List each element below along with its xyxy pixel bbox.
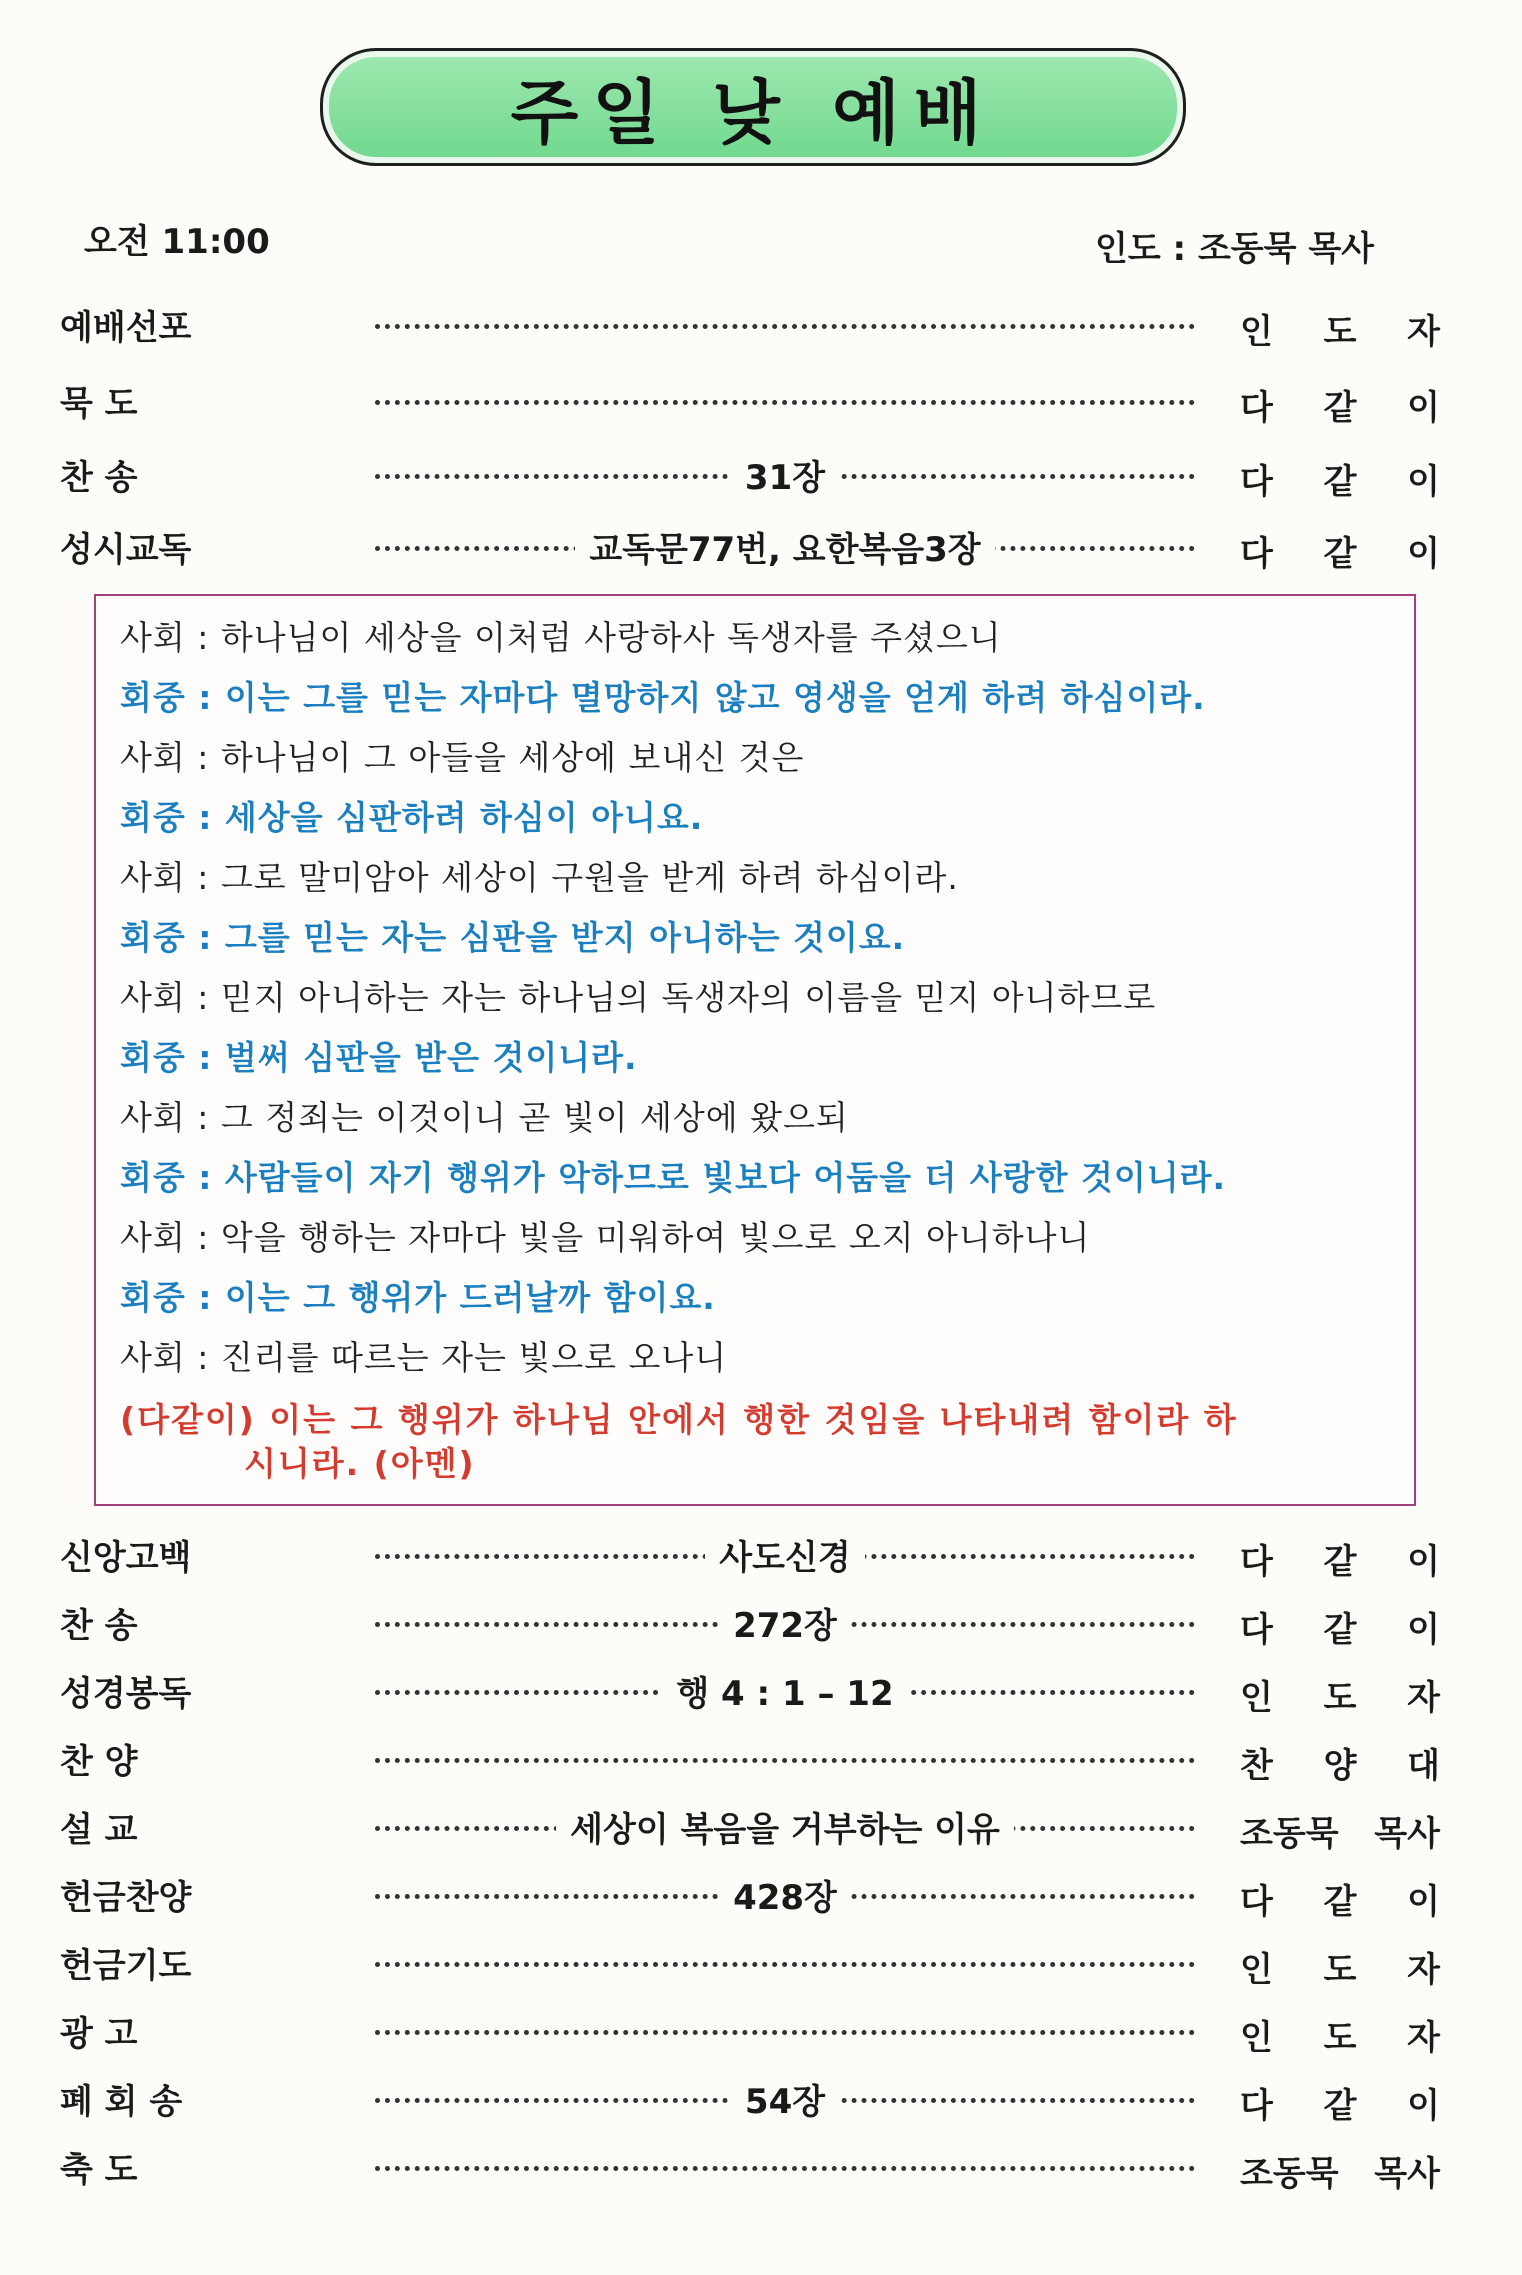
order-item-label: 성경봉독	[60, 1674, 192, 1714]
order-item-participant: 인 도 자	[1240, 312, 1440, 352]
order-item-detail: 54장	[731, 2082, 839, 2122]
order-item-participant: 다 같 이	[1240, 388, 1440, 428]
order-row	[60, 1938, 1440, 1994]
order-row	[60, 450, 1440, 506]
reading-line: 회중 : 벌써 심판을 받은 것이니라.	[120, 1038, 638, 1077]
reading-line: 사회 : 하나님이 그 아들을 세상에 보내신 것은	[120, 738, 805, 777]
order-item-label: 신앙고백	[60, 1538, 192, 1578]
order-item-detail: 272장	[719, 1606, 851, 1646]
order-row	[60, 1598, 1440, 1654]
dotted-leader	[375, 314, 1195, 329]
order-item-participant: 찬 양 대	[1240, 1746, 1440, 1786]
reading-line: 사회 : 악을 행하는 자마다 빛을 미워하여 빛으로 오지 아니하나니	[120, 1218, 1091, 1257]
order-item-label: 예배선포	[60, 308, 192, 348]
order-row	[60, 2142, 1440, 2198]
order-row	[60, 1734, 1440, 1790]
reading-line: 사회 : 진리를 따르는 자는 빛으로 오나니	[120, 1338, 728, 1377]
order-item-detail: 행 4 : 1 – 12	[662, 1674, 907, 1714]
order-item-detail: 교독문77번, 요한복음3장	[575, 530, 994, 570]
dotted-leader	[375, 1952, 1195, 1967]
reading-line: 회중 : 이는 그를 믿는 자마다 멸망하지 않고 영생을 얻게 하려 하심이라.	[120, 678, 1206, 717]
reading-line: 회중 : 세상을 심판하려 하심이 아니요.	[120, 798, 704, 837]
order-item-participant: 인 도 자	[1240, 1678, 1440, 1718]
order-row	[60, 522, 1440, 578]
order-item-participant: 다 같 이	[1240, 1610, 1440, 1650]
responsive-reading-box	[94, 594, 1416, 1506]
order-row	[60, 1870, 1440, 1926]
order-item-label: 광 고	[60, 2014, 138, 2054]
reading-line: 회중 : 그를 믿는 자는 심판을 받지 아니하는 것이요.	[120, 918, 906, 957]
order-item-participant: 조동묵 목사	[1240, 1814, 1440, 1854]
order-item-label: 찬 송	[60, 458, 138, 498]
order-item-participant: 다 같 이	[1240, 1542, 1440, 1582]
order-item-participant: 인 도 자	[1240, 1950, 1440, 1990]
order-item-detail: 사도신경	[705, 1538, 864, 1578]
order-item-label: 묵 도	[60, 384, 138, 424]
order-row	[60, 1530, 1440, 1586]
reading-line: (다같이) 이는 그 행위가 하나님 안에서 행한 것임을 나타내려 함이라 하	[120, 1400, 1238, 1439]
order-item-participant: 다 같 이	[1240, 2086, 1440, 2126]
dotted-leader	[375, 2156, 1195, 2171]
order-row	[60, 376, 1440, 432]
order-item-label: 설 교	[60, 1810, 138, 1850]
order-item-label: 찬 양	[60, 1742, 138, 1782]
dotted-leader	[375, 1748, 1195, 1763]
reading-line: 사회 : 믿지 아니하는 자는 하나님의 독생자의 이름을 믿지 아니하므로	[120, 978, 1157, 1017]
dotted-leader	[375, 2020, 1195, 2035]
order-item-label: 헌금찬양	[60, 1878, 192, 1918]
order-item-participant: 인 도 자	[1240, 2018, 1440, 2058]
order-item-participant: 다 같 이	[1240, 1882, 1440, 1922]
reading-line: 시니라. (아멘)	[244, 1444, 476, 1483]
service-leader: 인도 : 조동묵 목사	[1095, 229, 1375, 269]
order-item-participant: 조동묵 목사	[1240, 2154, 1440, 2194]
sermon-title: 세상이 복음을 거부하는 이유	[556, 1810, 1014, 1850]
page-title: 주일 낮 예배	[510, 71, 996, 154]
order-item-label: 헌금기도	[60, 1946, 192, 1986]
order-row	[60, 300, 1440, 356]
reading-line: 사회 : 하나님이 세상을 이처럼 사랑하사 독생자를 주셨으니	[120, 618, 1002, 657]
order-item-label: 찬 송	[60, 1606, 138, 1646]
order-item-participant: 다 같 이	[1240, 462, 1440, 502]
order-item-detail: 428장	[719, 1878, 851, 1918]
reading-line: 사회 : 그 정죄는 이것이니 곧 빛이 세상에 왔으되	[120, 1098, 849, 1137]
reading-line: 회중 : 이는 그 행위가 드러날까 함이요.	[120, 1278, 716, 1317]
title-banner	[320, 48, 1186, 166]
order-row	[60, 1666, 1440, 1722]
order-item-label: 폐 회 송	[60, 2082, 183, 2122]
order-item-detail: 31장	[731, 458, 839, 498]
order-item-label: 성시교독	[60, 530, 192, 570]
order-row	[60, 1802, 1440, 1858]
order-row	[60, 2074, 1440, 2130]
order-item-participant: 다 같 이	[1240, 534, 1440, 574]
reading-line: 사회 : 그로 말미암아 세상이 구원을 받게 하려 하심이라.	[120, 858, 959, 897]
dotted-leader	[375, 390, 1195, 405]
service-time: 오전 11:00	[84, 222, 270, 262]
order-item-label: 축 도	[60, 2150, 138, 2190]
reading-line: 회중 : 사람들이 자기 행위가 악하므로 빛보다 어둠을 더 사랑한 것이니라.	[120, 1158, 1227, 1197]
order-row	[60, 2006, 1440, 2062]
